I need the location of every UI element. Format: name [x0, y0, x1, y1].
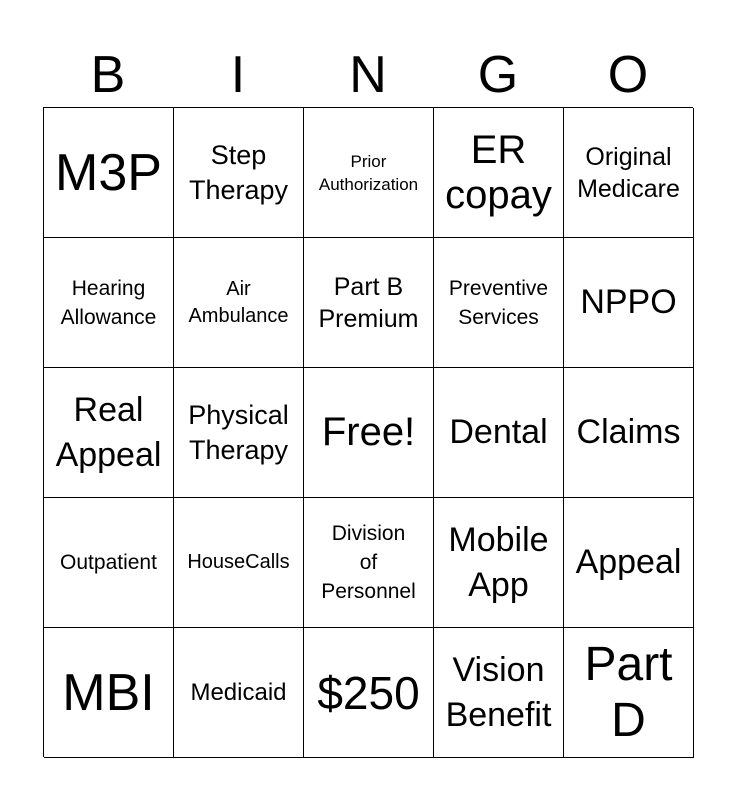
header-letter-i: I — [230, 46, 246, 104]
bingo-cell[interactable] — [564, 628, 694, 758]
header-letter-b: B — [90, 46, 126, 104]
bingo-cell[interactable] — [434, 238, 564, 368]
bingo-cell[interactable] — [434, 108, 564, 238]
bingo-cell[interactable] — [304, 628, 434, 758]
cell-label: Division of Personnel — [321, 522, 416, 603]
bingo-cell[interactable] — [174, 108, 304, 238]
cell-label: MBI — [62, 663, 155, 722]
cell-label: Step Therapy — [188, 139, 289, 205]
cell-label: Air Ambulance — [188, 277, 289, 327]
cell-label: ER copay — [445, 127, 552, 217]
cell-label: $250 — [317, 666, 420, 719]
bingo-board — [43, 107, 693, 757]
cell-label: Claims — [576, 413, 681, 451]
bingo-cell[interactable] — [304, 498, 434, 628]
cell-label: Part B Premium — [318, 272, 419, 333]
bingo-cell[interactable] — [434, 498, 564, 628]
cell-label: Original Medicare — [577, 142, 680, 203]
cell-label: HouseCalls — [187, 551, 290, 573]
bingo-cell[interactable] — [44, 238, 174, 368]
header-letter-g: G — [477, 46, 519, 104]
bingo-cell[interactable] — [564, 108, 694, 238]
bingo-cell[interactable] — [174, 368, 304, 498]
bingo-header — [43, 42, 693, 108]
cell-label: Prior Authorization — [318, 151, 419, 194]
cell-label: Real Appeal — [55, 390, 162, 474]
free-space-label: Free! — [321, 410, 416, 454]
cell-label: Medicaid — [190, 679, 287, 706]
bingo-cell[interactable] — [44, 498, 174, 628]
cell-label: Vision Benefit — [445, 650, 552, 734]
header-letter-n: N — [349, 46, 387, 104]
free-space-cell[interactable] — [304, 368, 434, 498]
bingo-cell[interactable] — [174, 628, 304, 758]
bingo-cell[interactable] — [564, 238, 694, 368]
header-letter-o: O — [607, 46, 649, 104]
bingo-cell[interactable] — [174, 498, 304, 628]
bingo-cell[interactable] — [44, 108, 174, 238]
bingo-cell[interactable] — [304, 108, 434, 238]
cell-label: Mobile App — [448, 520, 549, 604]
cell-label: Preventive Services — [448, 276, 549, 329]
cell-label: Hearing Allowance — [60, 276, 157, 329]
cell-label: NPPO — [580, 283, 677, 321]
cell-label: Dental — [449, 413, 548, 451]
cell-label: Appeal — [575, 543, 682, 581]
bingo-cell[interactable] — [564, 498, 694, 628]
cell-label: Part D — [584, 637, 673, 747]
bingo-cell[interactable] — [434, 368, 564, 498]
bingo-cell[interactable] — [44, 628, 174, 758]
cell-label: M3P — [55, 143, 162, 202]
cell-label: Outpatient — [60, 551, 157, 574]
cell-label: Physical Therapy — [188, 399, 289, 465]
bingo-cell[interactable] — [44, 368, 174, 498]
bingo-cell[interactable] — [174, 238, 304, 368]
bingo-cell[interactable] — [434, 628, 564, 758]
bingo-cell[interactable] — [304, 238, 434, 368]
bingo-cell[interactable] — [564, 368, 694, 498]
